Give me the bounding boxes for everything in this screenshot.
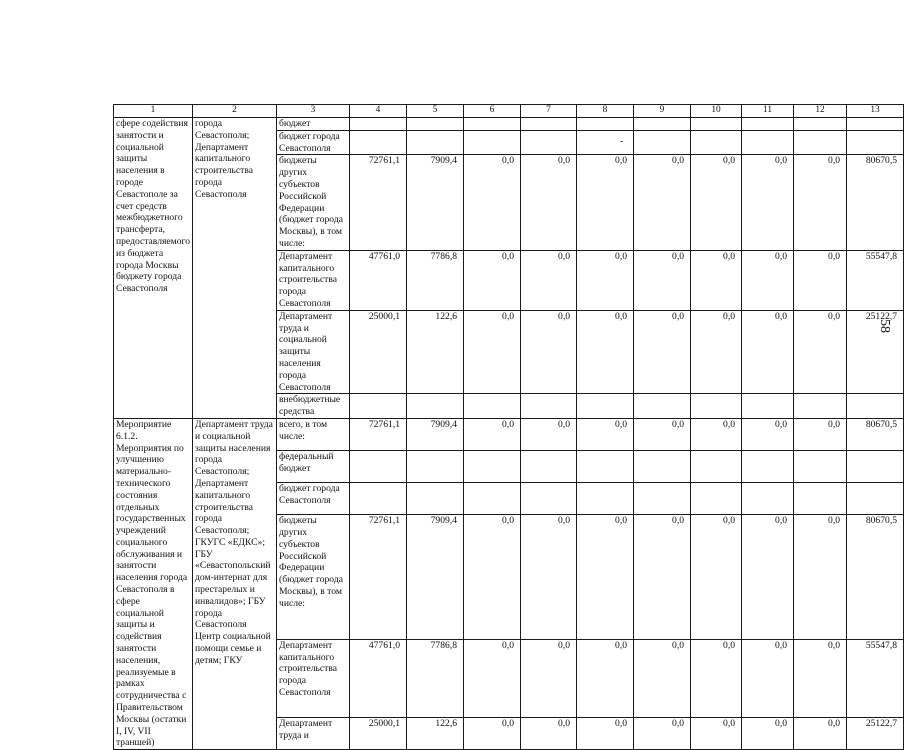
value-cell: 0,0 (742, 639, 794, 717)
funding-source-cell: Департамент труда и (277, 718, 350, 750)
value-cell: 80670,5 (847, 155, 904, 250)
value-cell (691, 483, 742, 515)
value-cell (464, 394, 521, 419)
value-cell: 7909,4 (407, 155, 464, 250)
value-cell: 72761,1 (350, 155, 407, 250)
value-cell: 0,0 (794, 639, 847, 717)
value-cell (742, 394, 794, 419)
funding-source-cell: бюджеты других субъектов Российской Федерации (бюджет города Москвы), в том числе: (277, 515, 350, 640)
value-cell (847, 451, 904, 483)
budget-table (113, 104, 904, 750)
value-cell (847, 394, 904, 419)
value-cell (350, 483, 407, 515)
executor-cell: Департамент труда и социальной защиты населения города Севастополя; Департамент капитального строительства города Севастополя; ГКУГС «ЕДКС»; ГБУ «Севастопольский дом-интернат для престарелых и инвалидов»; ГБУ города Севастополя Центр социальной помощи семье и детям; ГКУ (193, 418, 277, 749)
measure-name-cell: сфере содействия занятости и социальной защиты населения в городе Севастополе за счет средств межбюджетного трансферта, предоставляемого из бюджета города Москвы бюджету города Севастополя (114, 118, 193, 419)
value-cell (742, 118, 794, 131)
value-cell: 0,0 (521, 718, 577, 750)
value-cell: 0,0 (577, 155, 634, 250)
value-cell: 0,0 (577, 718, 634, 750)
value-cell: 0,0 (464, 639, 521, 717)
value-cell: 47761,0 (350, 639, 407, 717)
value-cell: 0,0 (521, 515, 577, 640)
value-cell: 0,0 (794, 250, 847, 310)
value-cell: 7909,4 (407, 418, 464, 450)
value-cell: 72761,1 (350, 515, 407, 640)
value-cell: 0,0 (521, 310, 577, 394)
value-cell (691, 451, 742, 483)
funding-source-cell: бюджет города Севастополя (277, 130, 350, 155)
value-cell (464, 130, 521, 155)
value-cell: 0,0 (794, 515, 847, 640)
value-cell: 0,0 (742, 250, 794, 310)
value-cell (407, 394, 464, 419)
col-header-6: 6 (464, 105, 521, 118)
value-cell (521, 130, 577, 155)
value-cell: 0,0 (634, 418, 691, 450)
col-header-8: 8 (577, 105, 634, 118)
value-cell: 25122,7 (847, 718, 904, 750)
value-cell: 55547,8 (847, 250, 904, 310)
value-cell: 0,0 (742, 418, 794, 450)
value-cell: 0,0 (794, 310, 847, 394)
value-cell: 0,0 (742, 718, 794, 750)
value-cell: 0,0 (521, 155, 577, 250)
col-header-5: 5 (407, 105, 464, 118)
value-cell: 7786,8 (407, 639, 464, 717)
funding-source-cell: всего, в том числе: (277, 418, 350, 450)
value-cell (350, 118, 407, 131)
value-cell: 0,0 (634, 515, 691, 640)
value-cell: 80670,5 (847, 418, 904, 450)
value-cell (794, 118, 847, 131)
value-cell: 25000,1 (350, 310, 407, 394)
col-header-2: 2 (193, 105, 277, 118)
value-cell: 7786,8 (407, 250, 464, 310)
value-cell: 0,0 (521, 418, 577, 450)
value-cell: 47761,0 (350, 250, 407, 310)
value-cell: 0,0 (521, 639, 577, 717)
funding-source-cell: Департамент капитального строительства города Севастополя (277, 250, 350, 310)
value-cell (847, 130, 904, 155)
funding-source-cell: Департамент труда и социальной защиты населения города Севастополя (277, 310, 350, 394)
value-cell: 0,0 (464, 250, 521, 310)
value-cell (634, 451, 691, 483)
value-cell (742, 130, 794, 155)
value-cell (577, 118, 634, 131)
value-cell: 0,0 (691, 515, 742, 640)
value-cell: 0,0 (691, 155, 742, 250)
value-cell (577, 451, 634, 483)
value-cell (464, 118, 521, 131)
funding-source-cell: бюджет города Севастополя (277, 483, 350, 515)
value-cell (691, 118, 742, 131)
measure-name-cell: Мероприятие 6.1.2. Мероприятия по улучшению материально-технического состояния отдельных государственных учреждений социального обслуживания и занятости населения города Севастополя в сфере социальной защиты и содействия занятости населения, реализуемые в рамках сотрудничества с Правительством Москвы (остатки I, IV, VII траншей) (114, 418, 193, 749)
funding-source-cell: внебюджетные средства (277, 394, 350, 419)
funding-source-cell: бюджет (277, 118, 350, 131)
value-cell (464, 483, 521, 515)
value-cell: 0,0 (691, 418, 742, 450)
value-cell: 0,0 (794, 718, 847, 750)
value-cell (407, 451, 464, 483)
value-cell (577, 483, 634, 515)
value-cell: 0,0 (577, 639, 634, 717)
col-header-4: 4 (350, 105, 407, 118)
value-cell (521, 394, 577, 419)
page-number: 58 (877, 319, 892, 333)
value-cell (464, 451, 521, 483)
executor-cell: города Севастополя; Департамент капитального строительства города Севастополя (193, 118, 277, 419)
value-cell (742, 483, 794, 515)
value-cell: 0,0 (634, 310, 691, 394)
value-cell (350, 394, 407, 419)
value-cell (691, 394, 742, 419)
col-header-13: 13 (847, 105, 904, 118)
col-header-7: 7 (521, 105, 577, 118)
value-cell: 0,0 (794, 418, 847, 450)
value-cell: 0,0 (464, 310, 521, 394)
value-cell (794, 394, 847, 419)
value-cell: 0,0 (691, 718, 742, 750)
value-cell (407, 130, 464, 155)
value-cell: 0,0 (464, 155, 521, 250)
col-header-10: 10 (691, 105, 742, 118)
value-cell (350, 130, 407, 155)
col-header-9: 9 (634, 105, 691, 118)
value-cell (794, 483, 847, 515)
value-cell (634, 130, 691, 155)
value-cell (634, 394, 691, 419)
value-cell: 0,0 (577, 515, 634, 640)
value-cell: 0,0 (464, 418, 521, 450)
value-cell: 122,6 (407, 718, 464, 750)
value-cell (634, 118, 691, 131)
value-cell: 7909,4 (407, 515, 464, 640)
value-cell (691, 130, 742, 155)
value-cell: 25000,1 (350, 718, 407, 750)
value-cell: 55547,8 (847, 639, 904, 717)
value-cell: 0,0 (742, 155, 794, 250)
value-cell (521, 483, 577, 515)
value-cell (634, 483, 691, 515)
value-cell: 0,0 (634, 250, 691, 310)
value-cell: 25122,7 (847, 310, 904, 394)
table-row (114, 118, 904, 131)
value-cell (847, 118, 904, 131)
value-cell: 0,0 (742, 310, 794, 394)
funding-source-cell: Департамент капитального строительства города Севастополя (277, 639, 350, 717)
value-cell (521, 451, 577, 483)
value-cell: 0,0 (742, 515, 794, 640)
value-cell (521, 118, 577, 131)
value-cell: 0,0 (634, 155, 691, 250)
col-header-1: 1 (114, 105, 193, 118)
value-cell (407, 118, 464, 131)
col-header-11: 11 (742, 105, 794, 118)
funding-source-cell: бюджеты других субъектов Российской Федерации (бюджет города Москвы), в том числе: (277, 155, 350, 250)
value-cell (794, 451, 847, 483)
value-cell: 0,0 (691, 250, 742, 310)
value-cell (742, 451, 794, 483)
value-cell: 0,0 (577, 310, 634, 394)
col-header-3: 3 (277, 105, 350, 118)
value-cell (577, 394, 634, 419)
value-cell: 80670,5 (847, 515, 904, 640)
value-cell (407, 483, 464, 515)
value-cell: 0,0 (577, 418, 634, 450)
value-cell: 0,0 (634, 639, 691, 717)
dash-mark: - (620, 136, 624, 147)
value-cell: 0,0 (691, 639, 742, 717)
value-cell (794, 130, 847, 155)
value-cell: 0,0 (521, 250, 577, 310)
value-cell: 122,6 (407, 310, 464, 394)
value-cell (847, 483, 904, 515)
header-row (114, 105, 904, 118)
value-cell (577, 130, 634, 155)
value-cell: 72761,1 (350, 418, 407, 450)
value-cell: 0,0 (464, 718, 521, 750)
value-cell: 0,0 (691, 310, 742, 394)
value-cell: 0,0 (794, 155, 847, 250)
table-row (114, 418, 904, 450)
value-cell: 0,0 (634, 718, 691, 750)
funding-source-cell: федеральный бюджет (277, 451, 350, 483)
value-cell (350, 451, 407, 483)
value-cell: 0,0 (577, 250, 634, 310)
value-cell: 0,0 (464, 515, 521, 640)
col-header-12: 12 (794, 105, 847, 118)
